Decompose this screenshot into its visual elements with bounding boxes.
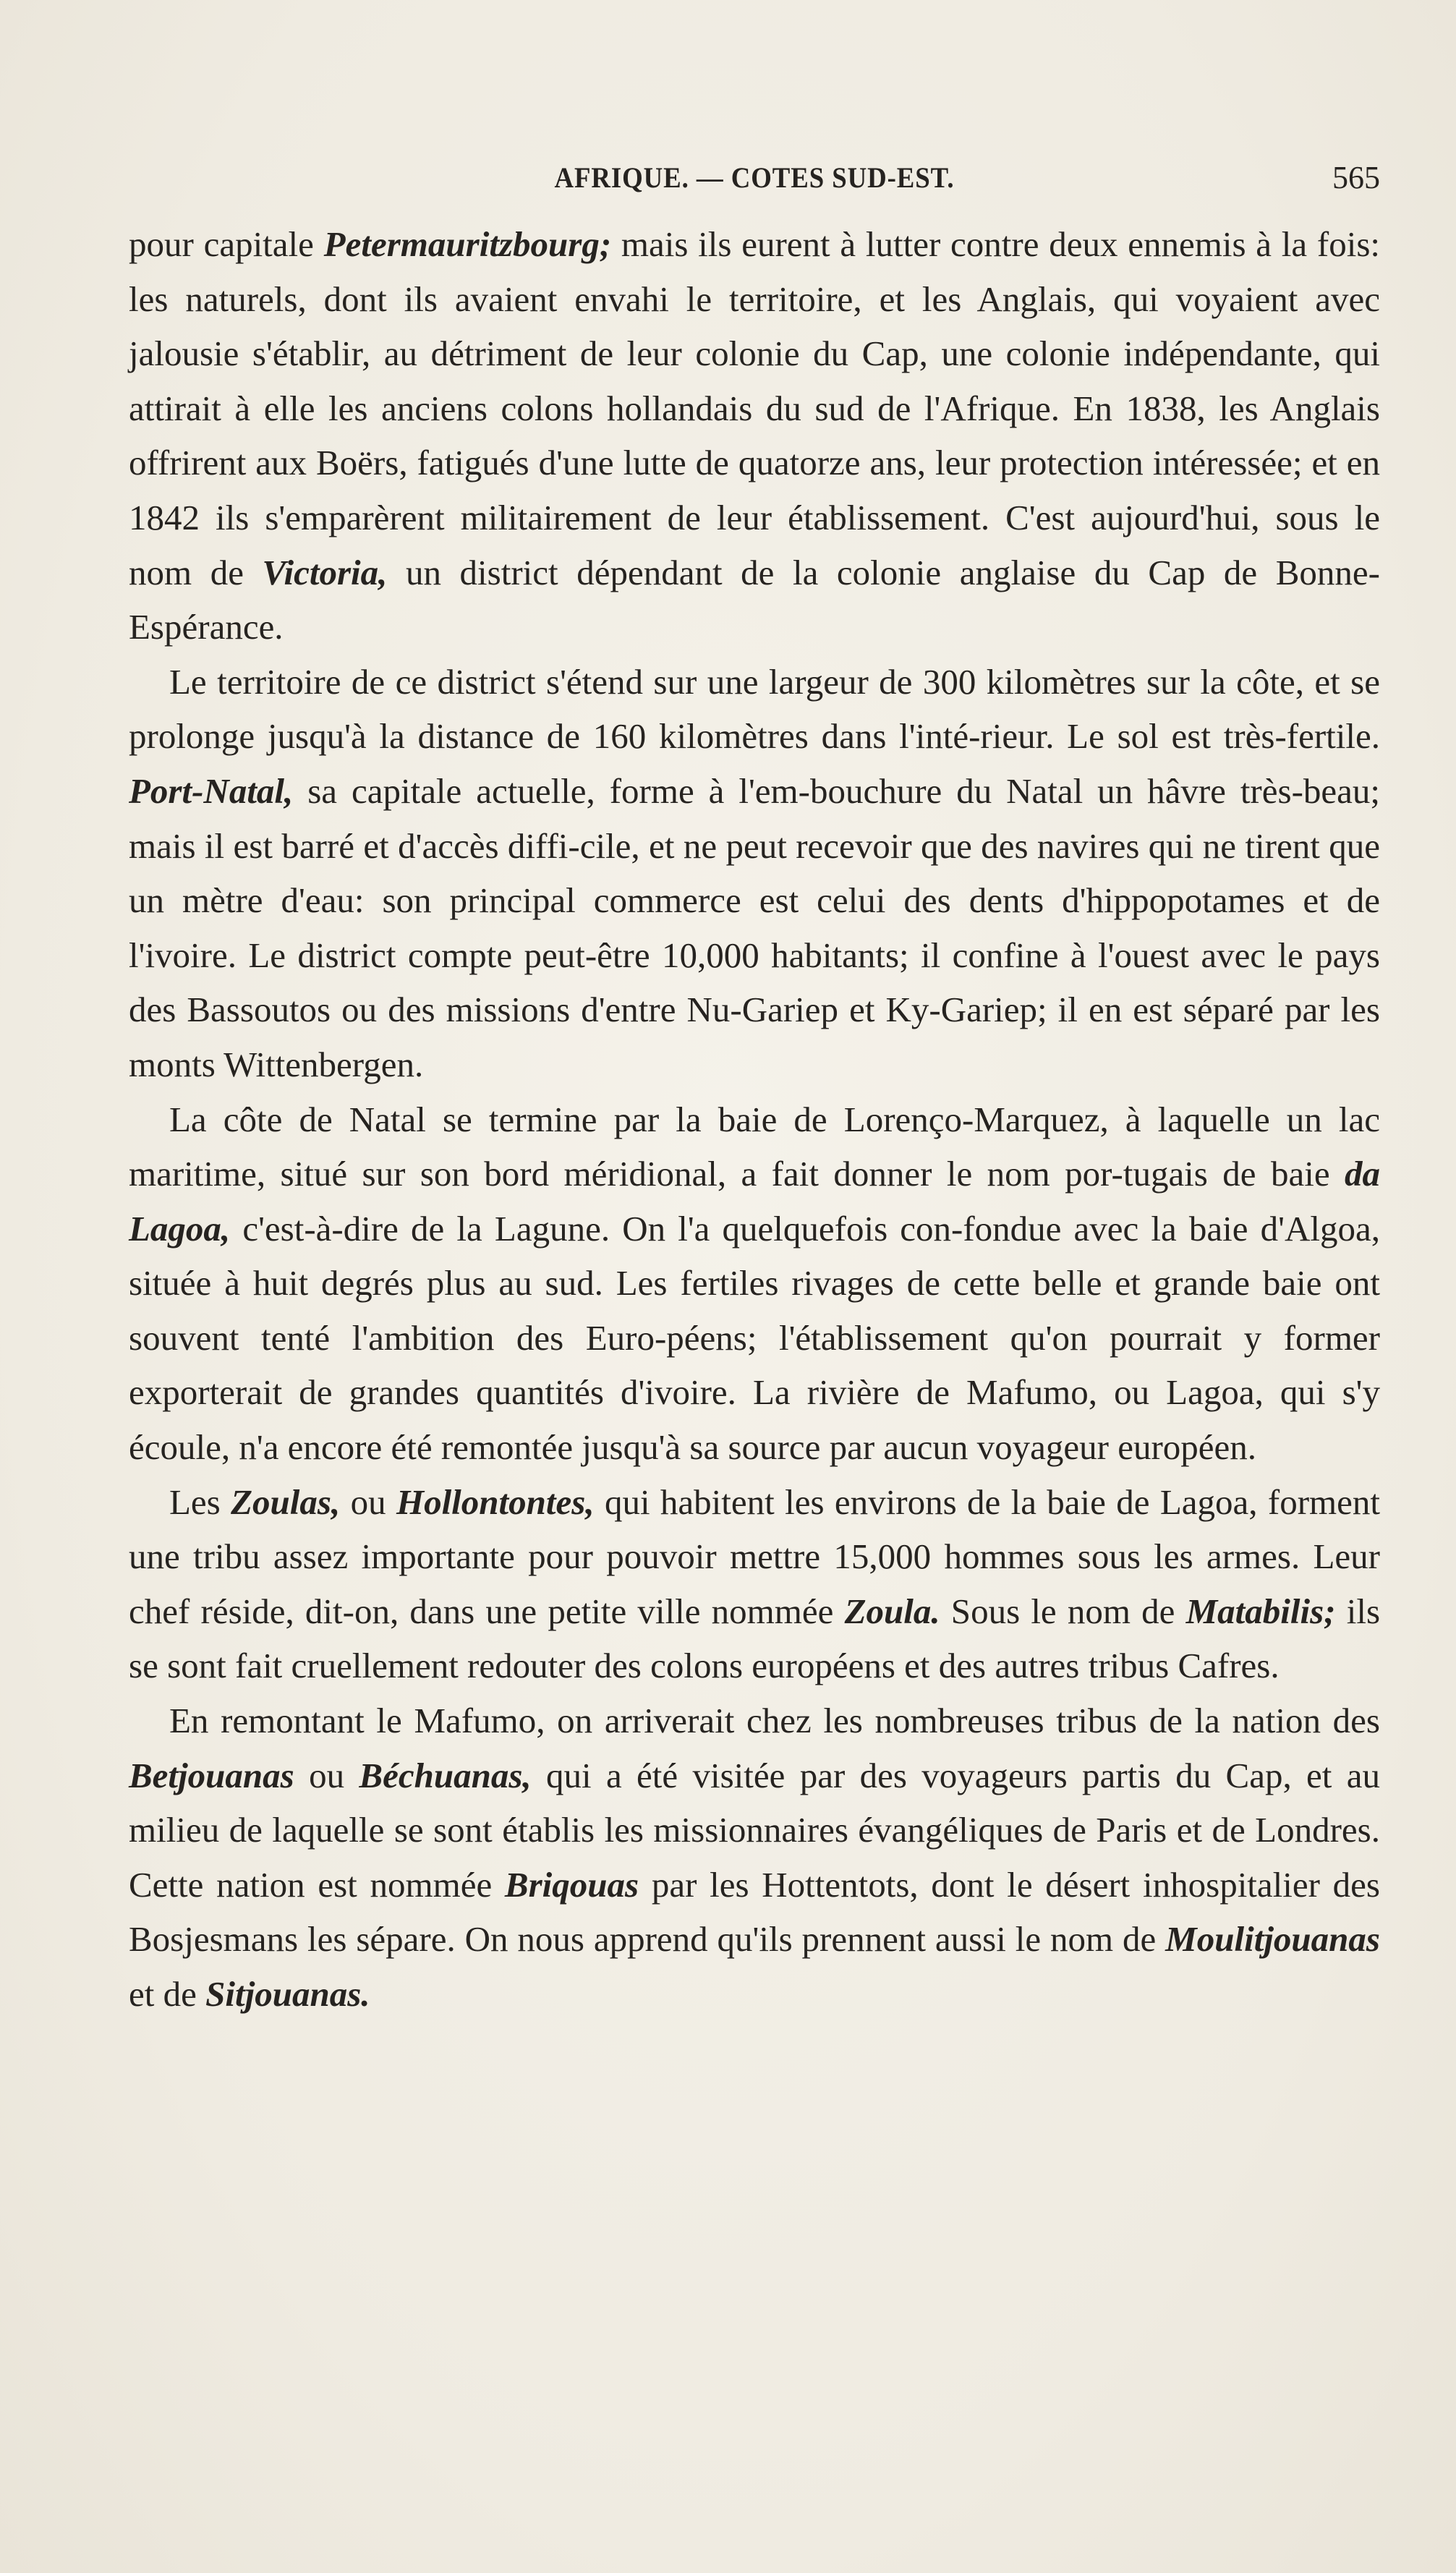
text-run: ils se sont fait cruellement redouter des colons européens et des autres tribus Cafres.: [129, 1591, 1381, 1686]
place-name-petermauritzbourg: Petermauritzbourg;: [323, 224, 612, 264]
running-head: AFRIQUE. — COTES SUD-EST.: [554, 161, 955, 194]
place-name-port-natal: Port-Natal,: [129, 770, 294, 811]
place-name-da-lagoa: da Lagoa,: [129, 1154, 1380, 1249]
place-name-zoula: Zoula.: [844, 1591, 940, 1631]
paragraph-5: [129, 1693, 1380, 2022]
paragraph-3: [129, 1092, 1380, 1475]
text-run: ou: [294, 1755, 359, 1795]
text-run: un district dépendant de la colonie anglaise du Cap de Bonne-Espérance.: [129, 552, 1380, 647]
text-run: ou: [340, 1481, 396, 1522]
text-run: mais ils eurent à lutter contre deux ennemis à la fois: les naturels, dont ils avaient envahi le territoire, et les Anglais, qui voyaient avec jalousie s'établir, au détriment de leur colonie du Cap, une colonie indépendante, qui attirait à elle les anciens colons hollandais du sud de l'Afrique. En 1838, les Anglais offrirent aux Boërs, fatigués d'une lutte de quatorze ans, leur protection intéressée; et en 1842 ils s'emparèrent militairement de leur établissement. C'est aujourd'hui, sous le nom de: [129, 224, 1380, 592]
tribe-name-sitjouanas: Sitjouanas.: [205, 1974, 370, 2014]
text-run: Sous le nom de: [940, 1591, 1186, 1631]
paragraph-2: [129, 655, 1380, 1092]
text-run: En remontant le Mafumo, on arriverait chez les nombreuses tribus de la nation des: [169, 1701, 1380, 1741]
text-run: et de: [129, 1974, 206, 2014]
text-run: qui habitent les environs de la baie de Lagoa, forment une tribu assez importante pour pouvoir mettre 15,000 hommes sous les armes. Leur chef réside, dit-on, dans une petite ville nommée: [129, 1481, 1381, 1631]
text-run: pour capitale: [129, 224, 324, 264]
paragraph-4: [129, 1475, 1380, 1693]
page-header: [129, 161, 1380, 204]
paragraph-1: [129, 217, 1380, 655]
text-run: sa capitale actuelle, forme à l'em-bouchure du Natal un hâvre très-beau; mais il est barré et d'accès diffi-cile, et ne peut recevoir que des navires qui ne tirent que un mètre d'eau: son principal commerce est celui des dents d'hippopotames et de l'ivoire. Le district compte peut-être 10,000 habitants; il confine à l'ouest avec le pays des Bassoutos ou des missions d'entre Nu-Gariep et Ky-Gariep; il en est séparé par les monts Wittenbergen.: [129, 770, 1380, 1084]
place-name-victoria: Victoria,: [262, 552, 388, 592]
text-run: La côte de Natal se termine par la baie de Lorenço-Marquez, à laquelle un lac maritime, situé sur son bord méridional, a fait donner le nom por-tugais de baie: [129, 1099, 1380, 1194]
tribe-name-hollontontes: Hollontontes,: [396, 1481, 595, 1522]
text-run: Le territoire de ce district s'étend sur une largeur de 300 kilomètres sur la côte, et se prolonge jusqu'à la distance de 160 kilomètres dans l'inté-rieur. Le sol est très-fertile.: [129, 661, 1380, 757]
tribe-name-moulitjouanas: Moulitjouanas: [1165, 1919, 1380, 1960]
tribe-name-betjouanas: Betjouanas: [129, 1755, 294, 1795]
text-body: [129, 217, 1380, 2022]
tribe-name-bechuanas: Béchuanas,: [359, 1755, 532, 1795]
tribe-name-briqouas: Briqouas: [504, 1864, 639, 1905]
page-number: 565: [1332, 160, 1380, 195]
text-run: qui a été visitée par des voyageurs partis du Cap, et au milieu de laquelle se sont établis les missionnaires évangéliques de Paris et de Londres. Cette nation est nommée: [129, 1755, 1380, 1905]
text-run: c'est-à-dire de la Lagune. On l'a quelquefois con-fondue avec la baie d'Algoa, située à huit degrés plus au sud. Les fertiles rivages de cette belle et grande baie ont souvent tenté l'ambition des Euro-péens; l'établissement qu'on pourrait y former exporterait de grandes quantités d'ivoire. La rivière de Mafumo, ou Lagoa, qui s'y écoule, n'a encore été remontée jusqu'à sa source par aucun voyageur européen.: [129, 1208, 1380, 1468]
text-run: par les Hottentots, dont le désert inhospitalier des Bosjesmans les sépare. On nous apprend qu'ils prennent aussi le nom de: [129, 1864, 1380, 1960]
tribe-name-matabilis: Matabilis;: [1185, 1591, 1336, 1631]
text-run: Les: [169, 1481, 231, 1522]
tribe-name-zoulas: Zoulas,: [231, 1481, 341, 1522]
